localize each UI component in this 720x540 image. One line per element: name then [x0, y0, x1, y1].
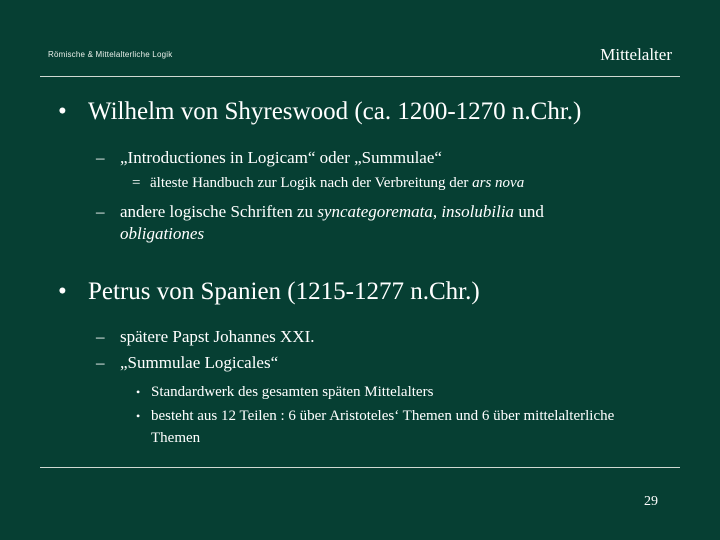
dash-marker: – — [96, 202, 105, 221]
page-number: 29 — [644, 494, 658, 509]
intro-note-italic: ars nova — [472, 175, 525, 191]
petrus-summulae-item — [96, 352, 656, 374]
petrus-summulae-text: „Summulae Logicales“ — [120, 353, 279, 372]
petrus-sub-text-2: besteht aus 12 Teilen : 6 über Aristoteles‘ Themen und 6 über mittelalterliche Themen — [151, 408, 615, 446]
bullet-dot: • — [58, 98, 67, 125]
wilhelm-intro-item — [96, 147, 656, 169]
petrus-sub-text-1: Standardwerk des gesamten späten Mittelalters — [151, 384, 434, 400]
bullet-petrus — [58, 277, 480, 307]
bottom-divider — [40, 467, 680, 468]
petrus-sub-item-2 — [136, 405, 616, 449]
intro-note-text: älteste Handbuch zur Logik nach der Verbreitung der — [150, 175, 473, 191]
wilhelm-intro-note — [132, 173, 524, 193]
petrus-title: Petrus von Spanien (1215-1277 n.Chr.) — [88, 278, 480, 305]
top-divider — [40, 76, 680, 77]
sub-bullet-dot: • — [136, 409, 141, 423]
bullet-dot: • — [58, 278, 67, 305]
equals-marker: = — [132, 175, 141, 191]
wilhelm-other-text: andere logische Schriften zu syncategoremata, insolubilia und obligationes — [120, 202, 544, 243]
course-label: Römische & Mittelalterliche Logik — [48, 50, 173, 59]
dash-marker: – — [96, 353, 105, 372]
bullet-wilhelm — [58, 97, 581, 127]
sub-bullet-dot: • — [136, 385, 141, 399]
petrus-sub-item-1 — [136, 381, 616, 403]
wilhelm-title: Wilhelm von Shyreswood (ca. 1200-1270 n.Chr.) — [88, 98, 582, 125]
dash-marker: – — [96, 148, 105, 167]
wilhelm-intro-text: „Introductiones in Logicam“ oder „Summulae“ — [120, 148, 442, 167]
petrus-papst-item — [96, 326, 656, 348]
dash-marker: – — [96, 327, 105, 346]
slide-title: Mittelalter — [600, 45, 672, 64]
petrus-papst-text: spätere Papst Johannes XXI. — [120, 327, 315, 346]
wilhelm-other-item — [96, 201, 656, 245]
